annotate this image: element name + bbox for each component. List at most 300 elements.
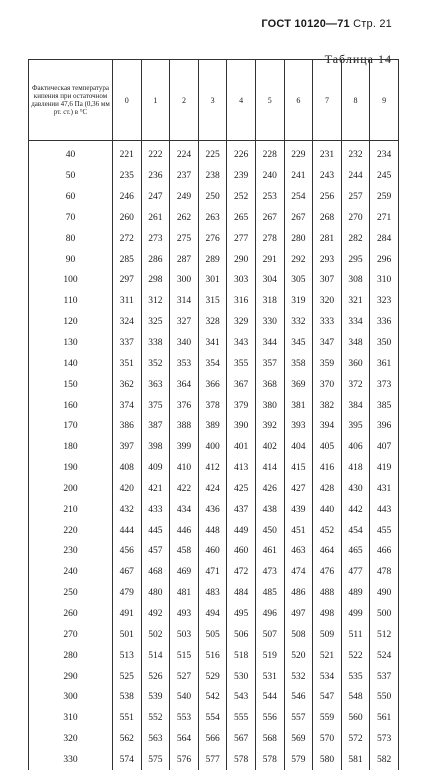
- table-cell: 246: [113, 187, 142, 208]
- table-cell: 581: [341, 749, 370, 770]
- table-row: [29, 479, 399, 500]
- table-cell: 404: [284, 437, 313, 458]
- table-cell: 278: [255, 228, 284, 249]
- row-temperature: 290: [29, 666, 113, 687]
- table-cell: 463: [284, 541, 313, 562]
- table-row: [29, 541, 399, 562]
- table-cell: 370: [313, 374, 342, 395]
- table-cell: 438: [255, 499, 284, 520]
- table-cell: 237: [170, 166, 199, 187]
- data-table: [28, 59, 399, 770]
- table-cell: 519: [255, 645, 284, 666]
- row-temperature: 240: [29, 562, 113, 583]
- table-cell: 296: [370, 249, 399, 270]
- table-cell: 225: [198, 141, 227, 166]
- table-cell: 421: [141, 479, 170, 500]
- table-cell: 538: [113, 687, 142, 708]
- table-cell: 222: [141, 141, 170, 166]
- table-cell: 272: [113, 228, 142, 249]
- table-cell: 257: [341, 187, 370, 208]
- table-cell: 444: [113, 520, 142, 541]
- table-cell: 547: [313, 687, 342, 708]
- table-cell: 286: [141, 249, 170, 270]
- table-cell: 427: [284, 479, 313, 500]
- table-cell: 507: [255, 624, 284, 645]
- table-cell: 415: [284, 458, 313, 479]
- table-cell: 422: [170, 479, 199, 500]
- table-cell: 354: [198, 353, 227, 374]
- table-cell: 316: [227, 291, 256, 312]
- table-row: [29, 604, 399, 625]
- table-cell: 407: [370, 437, 399, 458]
- table-cell: 280: [284, 228, 313, 249]
- table-cell: 491: [113, 604, 142, 625]
- table-cell: 231: [313, 141, 342, 166]
- table-row: [29, 208, 399, 229]
- table-cell: 418: [341, 458, 370, 479]
- table-cell: 318: [255, 291, 284, 312]
- row-temperature: 130: [29, 333, 113, 354]
- table-cell: 327: [170, 312, 199, 333]
- table-cell: 238: [198, 166, 227, 187]
- table-cell: 501: [113, 624, 142, 645]
- page-number: Стр. 21: [353, 18, 392, 30]
- table-cell: 498: [313, 604, 342, 625]
- row-temperature: 230: [29, 541, 113, 562]
- column-header-3: 3: [198, 60, 227, 141]
- table-row: [29, 458, 399, 479]
- table-cell: 414: [255, 458, 284, 479]
- table-cell: 357: [255, 353, 284, 374]
- table-cell: 396: [370, 416, 399, 437]
- table-cell: 420: [113, 479, 142, 500]
- table-cell: 409: [141, 458, 170, 479]
- table-cell: 481: [170, 583, 199, 604]
- table-cell: 469: [170, 562, 199, 583]
- table-cell: 456: [113, 541, 142, 562]
- table-cell: 265: [227, 208, 256, 229]
- table-cell: 489: [341, 583, 370, 604]
- table-cell: 495: [227, 604, 256, 625]
- table-cell: 448: [198, 520, 227, 541]
- table-row: [29, 708, 399, 729]
- row-temperature: 180: [29, 437, 113, 458]
- column-header-2: 2: [170, 60, 199, 141]
- table-row: [29, 166, 399, 187]
- table-cell: 471: [198, 562, 227, 583]
- table-cell: 514: [141, 645, 170, 666]
- table-cell: 443: [370, 499, 399, 520]
- table-cell: 373: [370, 374, 399, 395]
- table-row: [29, 270, 399, 291]
- table-cell: 340: [170, 333, 199, 354]
- table-cell: 324: [113, 312, 142, 333]
- table-cell: 548: [341, 687, 370, 708]
- table-cell: 338: [141, 333, 170, 354]
- table-cell: 256: [313, 187, 342, 208]
- table-cell: 573: [370, 729, 399, 750]
- table-cell: 305: [284, 270, 313, 291]
- row-temperature: 220: [29, 520, 113, 541]
- row-temperature: 330: [29, 749, 113, 770]
- table-cell: 289: [198, 249, 227, 270]
- row-temperature: 110: [29, 291, 113, 312]
- table-cell: 385: [370, 395, 399, 416]
- table-cell: 315: [198, 291, 227, 312]
- table-cell: 557: [284, 708, 313, 729]
- table-cell: 311: [113, 291, 142, 312]
- table-cell: 445: [141, 520, 170, 541]
- table-cell: 580: [313, 749, 342, 770]
- row-temperature: 40: [29, 141, 113, 166]
- table-row: [29, 583, 399, 604]
- table-row: [29, 624, 399, 645]
- table-row: [29, 645, 399, 666]
- table-cell: 398: [141, 437, 170, 458]
- row-temperature: 320: [29, 729, 113, 750]
- table-cell: 366: [198, 374, 227, 395]
- table-cell: 395: [341, 416, 370, 437]
- table-cell: 416: [313, 458, 342, 479]
- table-cell: 430: [341, 479, 370, 500]
- table-cell: 249: [170, 187, 199, 208]
- table-cell: 259: [370, 187, 399, 208]
- table-cell: 252: [227, 187, 256, 208]
- table-cell: 267: [255, 208, 284, 229]
- table-cell: 387: [141, 416, 170, 437]
- table-cell: 526: [141, 666, 170, 687]
- table-cell: 424: [198, 479, 227, 500]
- table-cell: 480: [141, 583, 170, 604]
- table-cell: 393: [284, 416, 313, 437]
- table-cell: 323: [370, 291, 399, 312]
- table-cell: 334: [341, 312, 370, 333]
- table-cell: 406: [341, 437, 370, 458]
- table-cell: 367: [227, 374, 256, 395]
- table-cell: 432: [113, 499, 142, 520]
- table-cell: 503: [170, 624, 199, 645]
- table-cell: 244: [341, 166, 370, 187]
- table-cell: 240: [255, 166, 284, 187]
- row-temperature: 210: [29, 499, 113, 520]
- table-cell: 359: [313, 353, 342, 374]
- table-row: [29, 374, 399, 395]
- table-cell: 380: [255, 395, 284, 416]
- row-temperature: 140: [29, 353, 113, 374]
- table-cell: 386: [113, 416, 142, 437]
- table-cell: 512: [370, 624, 399, 645]
- table-cell: 261: [141, 208, 170, 229]
- column-header-8: 8: [341, 60, 370, 141]
- table-cell: 314: [170, 291, 199, 312]
- table-row: [29, 499, 399, 520]
- table-cell: 436: [198, 499, 227, 520]
- table-cell: 290: [227, 249, 256, 270]
- table-row: [29, 249, 399, 270]
- table-body: [29, 141, 399, 770]
- table-cell: 578: [255, 749, 284, 770]
- table-cell: 281: [313, 228, 342, 249]
- table-cell: 224: [170, 141, 199, 166]
- table-cell: 513: [113, 645, 142, 666]
- table-cell: 298: [141, 270, 170, 291]
- table-cell: 439: [284, 499, 313, 520]
- table-cell: 530: [227, 666, 256, 687]
- table-cell: 284: [370, 228, 399, 249]
- table-cell: 399: [170, 437, 199, 458]
- table-cell: 511: [341, 624, 370, 645]
- table-cell: 328: [198, 312, 227, 333]
- row-temperature: 120: [29, 312, 113, 333]
- table-cell: 553: [170, 708, 199, 729]
- table-cell: 384: [341, 395, 370, 416]
- row-temperature: 80: [29, 228, 113, 249]
- table-cell: 344: [255, 333, 284, 354]
- table-cell: 433: [141, 499, 170, 520]
- table-cell: 483: [198, 583, 227, 604]
- row-temperature: 200: [29, 479, 113, 500]
- table-cell: 454: [341, 520, 370, 541]
- table-cell: 537: [370, 666, 399, 687]
- row-temperature: 190: [29, 458, 113, 479]
- table-cell: 239: [227, 166, 256, 187]
- row-temperature: 250: [29, 583, 113, 604]
- table-cell: 245: [370, 166, 399, 187]
- column-header-6: 6: [284, 60, 313, 141]
- table-cell: 321: [341, 291, 370, 312]
- table-cell: 254: [284, 187, 313, 208]
- column-header-0: 0: [113, 60, 142, 141]
- table-cell: 336: [370, 312, 399, 333]
- table-cell: 552: [141, 708, 170, 729]
- table-cell: 374: [113, 395, 142, 416]
- table-cell: 460: [198, 541, 227, 562]
- table-row: [29, 333, 399, 354]
- table-cell: 350: [370, 333, 399, 354]
- table-cell: 372: [341, 374, 370, 395]
- column-header-4: 4: [227, 60, 256, 141]
- table-cell: 379: [227, 395, 256, 416]
- column-header-7: 7: [313, 60, 342, 141]
- table-cell: 488: [313, 583, 342, 604]
- table-row: [29, 666, 399, 687]
- table-cell: 287: [170, 249, 199, 270]
- standard-number: ГОСТ 10120—71: [261, 18, 350, 30]
- row-temperature: 70: [29, 208, 113, 229]
- table-cell: 450: [255, 520, 284, 541]
- table-cell: 540: [170, 687, 199, 708]
- table-cell: 412: [198, 458, 227, 479]
- table-cell: 347: [313, 333, 342, 354]
- table-cell: 457: [141, 541, 170, 562]
- table-cell: 408: [113, 458, 142, 479]
- table-cell: 451: [284, 520, 313, 541]
- table-cell: 467: [113, 562, 142, 583]
- table-cell: 376: [170, 395, 199, 416]
- table-cell: 582: [370, 749, 399, 770]
- table-cell: 505: [198, 624, 227, 645]
- table-cell: 496: [255, 604, 284, 625]
- table-cell: 458: [170, 541, 199, 562]
- table-cell: 243: [313, 166, 342, 187]
- table-cell: 329: [227, 312, 256, 333]
- table-cell: 578: [227, 749, 256, 770]
- table-row: [29, 437, 399, 458]
- table-cell: 522: [341, 645, 370, 666]
- table-cell: 292: [284, 249, 313, 270]
- table-cell: 525: [113, 666, 142, 687]
- table-cell: 515: [170, 645, 199, 666]
- table-cell: 332: [284, 312, 313, 333]
- table-cell: 405: [313, 437, 342, 458]
- table-cell: 267: [284, 208, 313, 229]
- table-cell: 293: [313, 249, 342, 270]
- table-cell: 390: [227, 416, 256, 437]
- table-cell: 392: [255, 416, 284, 437]
- row-temperature: 160: [29, 395, 113, 416]
- page-header: [261, 18, 392, 30]
- table-cell: 320: [313, 291, 342, 312]
- table-cell: 345: [284, 333, 313, 354]
- table-cell: 262: [170, 208, 199, 229]
- table-cell: 228: [255, 141, 284, 166]
- table-cell: 271: [370, 208, 399, 229]
- table-cell: 551: [113, 708, 142, 729]
- table-cell: 241: [284, 166, 313, 187]
- table-cell: 401: [227, 437, 256, 458]
- table-cell: 497: [284, 604, 313, 625]
- table-cell: 394: [313, 416, 342, 437]
- table-cell: 426: [255, 479, 284, 500]
- table-cell: 341: [198, 333, 227, 354]
- table-row: [29, 416, 399, 437]
- table-cell: 554: [198, 708, 227, 729]
- table-cell: 568: [255, 729, 284, 750]
- table-row: [29, 141, 399, 166]
- table-cell: 490: [370, 583, 399, 604]
- row-temperature: 170: [29, 416, 113, 437]
- table-cell: 277: [227, 228, 256, 249]
- row-temperature: 50: [29, 166, 113, 187]
- row-temperature: 300: [29, 687, 113, 708]
- column-header-5: 5: [255, 60, 284, 141]
- table-cell: 555: [227, 708, 256, 729]
- table-cell: 576: [170, 749, 199, 770]
- table-cell: 531: [255, 666, 284, 687]
- table-cell: 564: [170, 729, 199, 750]
- table-row: [29, 520, 399, 541]
- table-row: [29, 749, 399, 770]
- table-cell: 389: [198, 416, 227, 437]
- table-cell: 358: [284, 353, 313, 374]
- table-cell: 351: [113, 353, 142, 374]
- table-cell: 270: [341, 208, 370, 229]
- table-cell: 502: [141, 624, 170, 645]
- table-cell: 381: [284, 395, 313, 416]
- table-cell: 473: [255, 562, 284, 583]
- table-cell: 544: [255, 687, 284, 708]
- table-cell: 413: [227, 458, 256, 479]
- table-cell: 375: [141, 395, 170, 416]
- table-cell: 534: [313, 666, 342, 687]
- table-cell: 368: [255, 374, 284, 395]
- table-cell: 400: [198, 437, 227, 458]
- table-cell: 493: [170, 604, 199, 625]
- table-cell: 333: [313, 312, 342, 333]
- table-cell: 440: [313, 499, 342, 520]
- table-row: [29, 729, 399, 750]
- row-temperature: 150: [29, 374, 113, 395]
- table-cell: 382: [313, 395, 342, 416]
- table-cell: 362: [113, 374, 142, 395]
- row-temperature: 310: [29, 708, 113, 729]
- table-cell: 508: [284, 624, 313, 645]
- table-cell: 363: [141, 374, 170, 395]
- table-cell: 468: [141, 562, 170, 583]
- table-cell: 275: [170, 228, 199, 249]
- table-cell: 352: [141, 353, 170, 374]
- table-cell: 546: [284, 687, 313, 708]
- table-cell: 494: [198, 604, 227, 625]
- table-cell: 425: [227, 479, 256, 500]
- table-row: [29, 395, 399, 416]
- table-cell: 478: [370, 562, 399, 583]
- table-cell: 516: [198, 645, 227, 666]
- row-temperature: 100: [29, 270, 113, 291]
- table-cell: 559: [313, 708, 342, 729]
- table-cell: 361: [370, 353, 399, 374]
- table-cell: 268: [313, 208, 342, 229]
- table-cell: 234: [370, 141, 399, 166]
- table-cell: 431: [370, 479, 399, 500]
- table-cell: 355: [227, 353, 256, 374]
- table-row: [29, 353, 399, 374]
- table-cell: 479: [113, 583, 142, 604]
- table-cell: 527: [170, 666, 199, 687]
- table-row: [29, 687, 399, 708]
- table-row: [29, 187, 399, 208]
- table-cell: 466: [370, 541, 399, 562]
- table-cell: 461: [255, 541, 284, 562]
- table-cell: 539: [141, 687, 170, 708]
- table-cell: 452: [313, 520, 342, 541]
- table-cell: 260: [113, 208, 142, 229]
- table-cell: 442: [341, 499, 370, 520]
- table-cell: 486: [284, 583, 313, 604]
- table-cell: 567: [227, 729, 256, 750]
- table-cell: 337: [113, 333, 142, 354]
- table-cell: 360: [341, 353, 370, 374]
- table-caption: Таблица 14: [325, 52, 392, 67]
- table-cell: 232: [341, 141, 370, 166]
- table-cell: 561: [370, 708, 399, 729]
- table-cell: 524: [370, 645, 399, 666]
- table-cell: 300: [170, 270, 199, 291]
- table-cell: 492: [141, 604, 170, 625]
- table-cell: 449: [227, 520, 256, 541]
- table-cell: 434: [170, 499, 199, 520]
- table-cell: 343: [227, 333, 256, 354]
- column-header-1: 1: [141, 60, 170, 141]
- table-cell: 550: [370, 687, 399, 708]
- table-cell: 304: [255, 270, 284, 291]
- table-cell: 307: [313, 270, 342, 291]
- table-cell: 499: [341, 604, 370, 625]
- row-temperature: 270: [29, 624, 113, 645]
- table-cell: 221: [113, 141, 142, 166]
- table-cell: 276: [198, 228, 227, 249]
- table-cell: 446: [170, 520, 199, 541]
